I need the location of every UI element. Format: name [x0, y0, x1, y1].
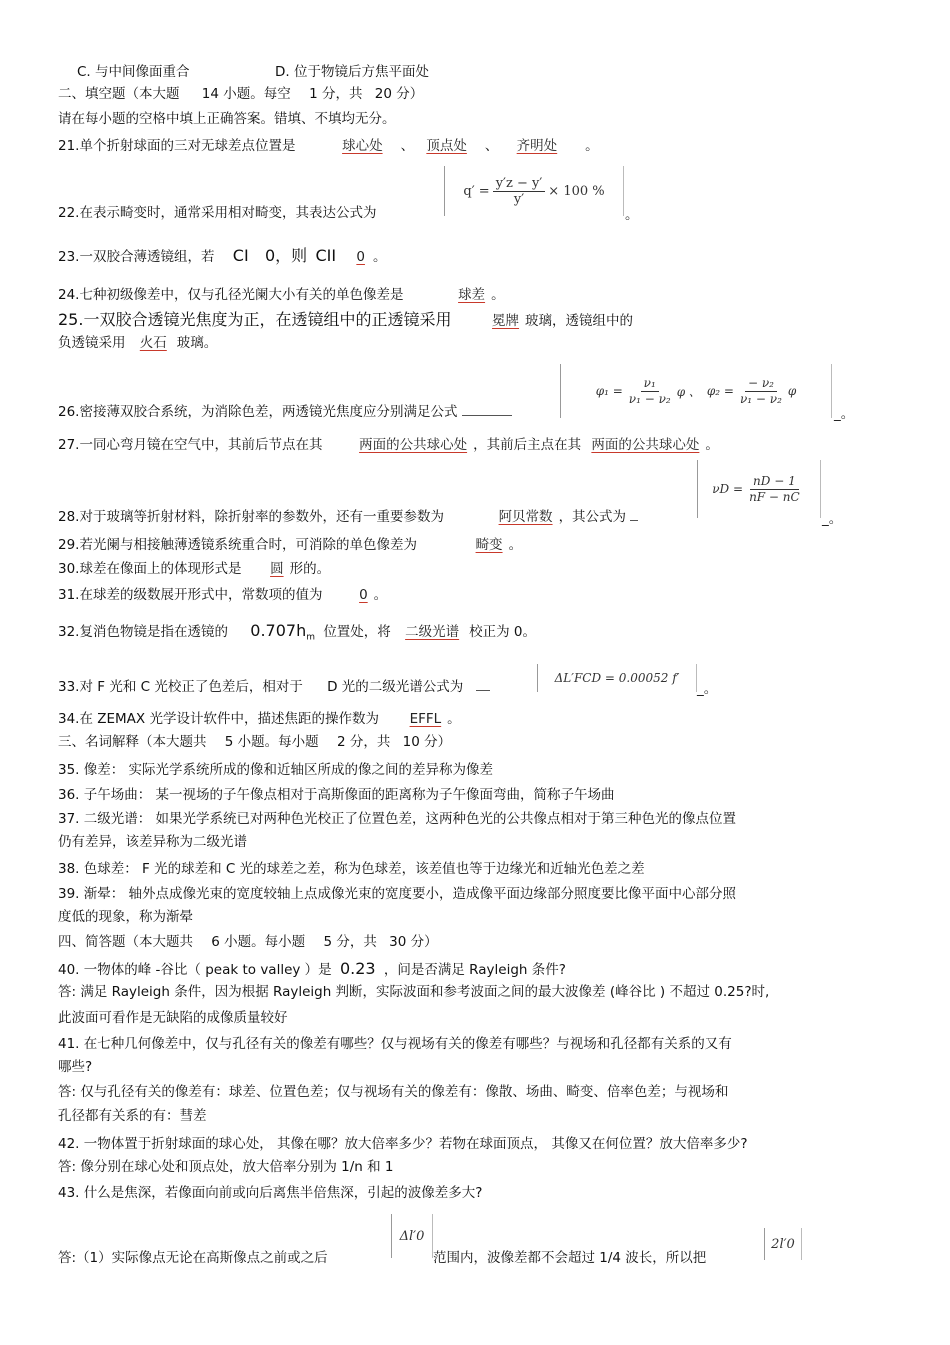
formula-q33: ΔL′FCD = 0.00052 f′: [537, 664, 697, 692]
answer-blank: 球心处: [342, 138, 383, 154]
formula-delta-l0: Δl′0: [391, 1214, 433, 1258]
answer-41-line2: 孔径都有关系的有：彗差: [58, 1108, 207, 1124]
answer-blank: 0: [356, 249, 365, 265]
question-34: 34.在 ZEMAX 光学设计软件中，描述焦距的操作数为 EFFL 。: [58, 711, 461, 727]
formula-2l0: 2l′0: [764, 1228, 802, 1260]
question-28: 28.对于玻璃等折射材料，除折射率的参数外，还有一重要参数为 阿贝常数 ，其公式为: [58, 508, 638, 526]
answer-blank: 畸变: [475, 537, 503, 553]
answer-blank: 火石: [139, 335, 167, 351]
question-30: 30.球差在像面上的体现形式是 圆 形的。: [58, 561, 331, 577]
answer-40: 答: 满足 Rayleigh 条件，因为根据 Rayleigh 判断，实际波面和参考波面之间的最大波像差 (峰谷比 ) 不超过 0.25?时,: [58, 984, 770, 1000]
question-25: 25.一双胶合透镜光焦度为正，在透镜组中的正透镜采用 冕牌 玻璃，透镜组中的: [58, 310, 634, 329]
answer-blank: EFFL: [409, 711, 442, 727]
question-41: 41. 在七种几何像差中，仅与孔径有关的像差有哪些？仅与视场有关的像差有哪些？与视场和孔径都有关系的又有: [58, 1036, 732, 1052]
period: _。: [822, 511, 843, 527]
question-25-line2: 负透镜采用 火石 玻璃。: [58, 335, 218, 351]
section-3-title: 三、名词解释（本大题共 5 小题。每小题 2 分，共 10 分）: [58, 734, 452, 750]
question-43: 43. 什么是焦深，若像面向前或向后离焦半倍焦深，引起的波像差多大?: [58, 1185, 483, 1201]
formula-q28: νD = $\frac{nD - 1}{nF - nC}$: [697, 460, 821, 518]
formula-q22: q′ = $\frac{y'z - y'}{y'}$ × 100 %: [444, 166, 624, 216]
answer-blank: 顶点处: [426, 138, 467, 154]
question-22: 22.在表示畸变时，通常采用相对畸变，其表达公式为: [58, 205, 377, 221]
answer-blank: 两面的公共球心处: [359, 437, 468, 453]
answer-43-cont: 范围内，波像差都不会超过 1/4 波长，所以把: [433, 1250, 707, 1266]
section-2-note: 请在每小题的空格中填上正确答案。错填、不填均无分。: [58, 111, 396, 127]
question-40: 40. 一物体的峰 -谷比（ peak to valley ）是 0.23 ，问是否满足 Rayleigh 条件?: [58, 959, 566, 978]
period: _。: [697, 681, 718, 697]
formula-q26: φ₁ = $\frac{\text{ν₁}}{\text{ν₁ − ν₂}}$ φ 、 φ₂ = $\frac{\text{− ν₂}}{\text{ν₁ − ν₂}}$ φ: [560, 364, 832, 418]
section-4-title: 四、简答题（本大题共 6 小题。每小题 5 分，共 30 分）: [58, 934, 438, 950]
question-36: 36. 子午场曲： 某一视场的子午像点相对于高斯像面的距离称为子午像面弯曲，简称子午场曲: [58, 787, 615, 803]
question-42: 42. 一物体置于折射球面的球心处， 其像在哪？放大倍率多少？若物在球面顶点， 其像又在何位置？放大倍率多少?: [58, 1136, 748, 1152]
answer-blank: 冕牌: [492, 313, 520, 329]
answer-blank: 圆: [270, 561, 284, 577]
question-32: 32.复消色物镜是指在透镜的 $0.707h_m$ 位置处，将 二级光谱 校正为 0。: [58, 621, 536, 643]
question-27: 27.一同心弯月镜在空气中，其前后节点在其 两面的公共球心处 ，其前后主点在其 两面的公共球心处 。: [58, 437, 719, 453]
answer-blank: 两面的公共球心处: [591, 437, 700, 453]
question-23: 23.一双胶合薄透镜组，若 CI 0，则 CII 0 。: [58, 246, 387, 265]
question-39: 39. 渐晕： 轴外点成像光束的宽度较轴上点成像光束的宽度要小，造成像平面边缘部分照度要比像平面中心部分照: [58, 886, 737, 902]
section-2-title: 二、填空题（本大题 14 小题。每空 1 分，共 20 分）: [58, 86, 424, 102]
question-35: 35. 像差： 实际光学系统所成的像和近轴区所成的像之间的差异称为像差: [58, 762, 494, 778]
option-d: D. 位于物镜后方焦平面处: [275, 64, 429, 80]
question-37-line2: 仍有差异，该差异称为二级光谱: [58, 834, 247, 850]
period: _。: [834, 406, 855, 422]
answer-43: 答:（1）实际像点无论在高斯像点之前或之后: [58, 1250, 328, 1266]
answer-blank: 齐明处: [516, 138, 558, 154]
question-29: 29.若光阑与相接触薄透镜系统重合时，可消除的单色像差为 畸变 。: [58, 537, 523, 553]
question-37: 37. 二级光谱： 如果光学系统已对两种色光校正了位置色差，这两种色光的公共像点相对于第三种色光的像点位置: [58, 811, 737, 827]
option-c: C. 与中间像面重合: [77, 64, 190, 80]
answer-40-line2: 此波面可看作是无缺陷的成像质量较好: [58, 1010, 288, 1026]
period: 。: [625, 207, 639, 223]
question-26: 26.密接薄双胶合系统，为消除色差，两透镜光焦度应分别满足公式: [58, 403, 512, 421]
question-31: 31.在球差的级数展开形式中，常数项的值为 0 。: [58, 587, 388, 603]
question-39-line2: 度低的现象，称为渐晕: [58, 909, 193, 925]
question-21: 21.单个折射球面的三对无球差点位置是 球心处 、 顶点处 、 齐明处 。: [58, 138, 599, 154]
answer-42: 答: 像分别在球心处和顶点处，放大倍率分别为 1/n 和 1: [58, 1159, 394, 1175]
answer-41: 答: 仅与孔径有关的像差有：球差、位置色差；仅与视场有关的像差有：像散、场曲、畸变、倍率色差；与视场和: [58, 1084, 729, 1100]
answer-blank: 球差: [458, 287, 486, 303]
question-41-line2: 哪些?: [58, 1059, 93, 1075]
question-33: 33.对 F 光和 C 光校正了色差后，相对于 D 光的二级光谱公式为: [58, 678, 490, 696]
answer-blank: 二级光谱: [405, 624, 460, 640]
answer-blank: 阿贝常数: [498, 509, 553, 525]
question-24: 24.七种初级像差中，仅与孔径光阑大小有关的单色像差是 球差 。: [58, 287, 505, 303]
question-38: 38. 色球差： F 光的球差和 C 光的球差之差，称为色球差，该差值也等于边缘光和近轴光色差之差: [58, 861, 645, 877]
answer-blank: 0: [359, 587, 368, 603]
